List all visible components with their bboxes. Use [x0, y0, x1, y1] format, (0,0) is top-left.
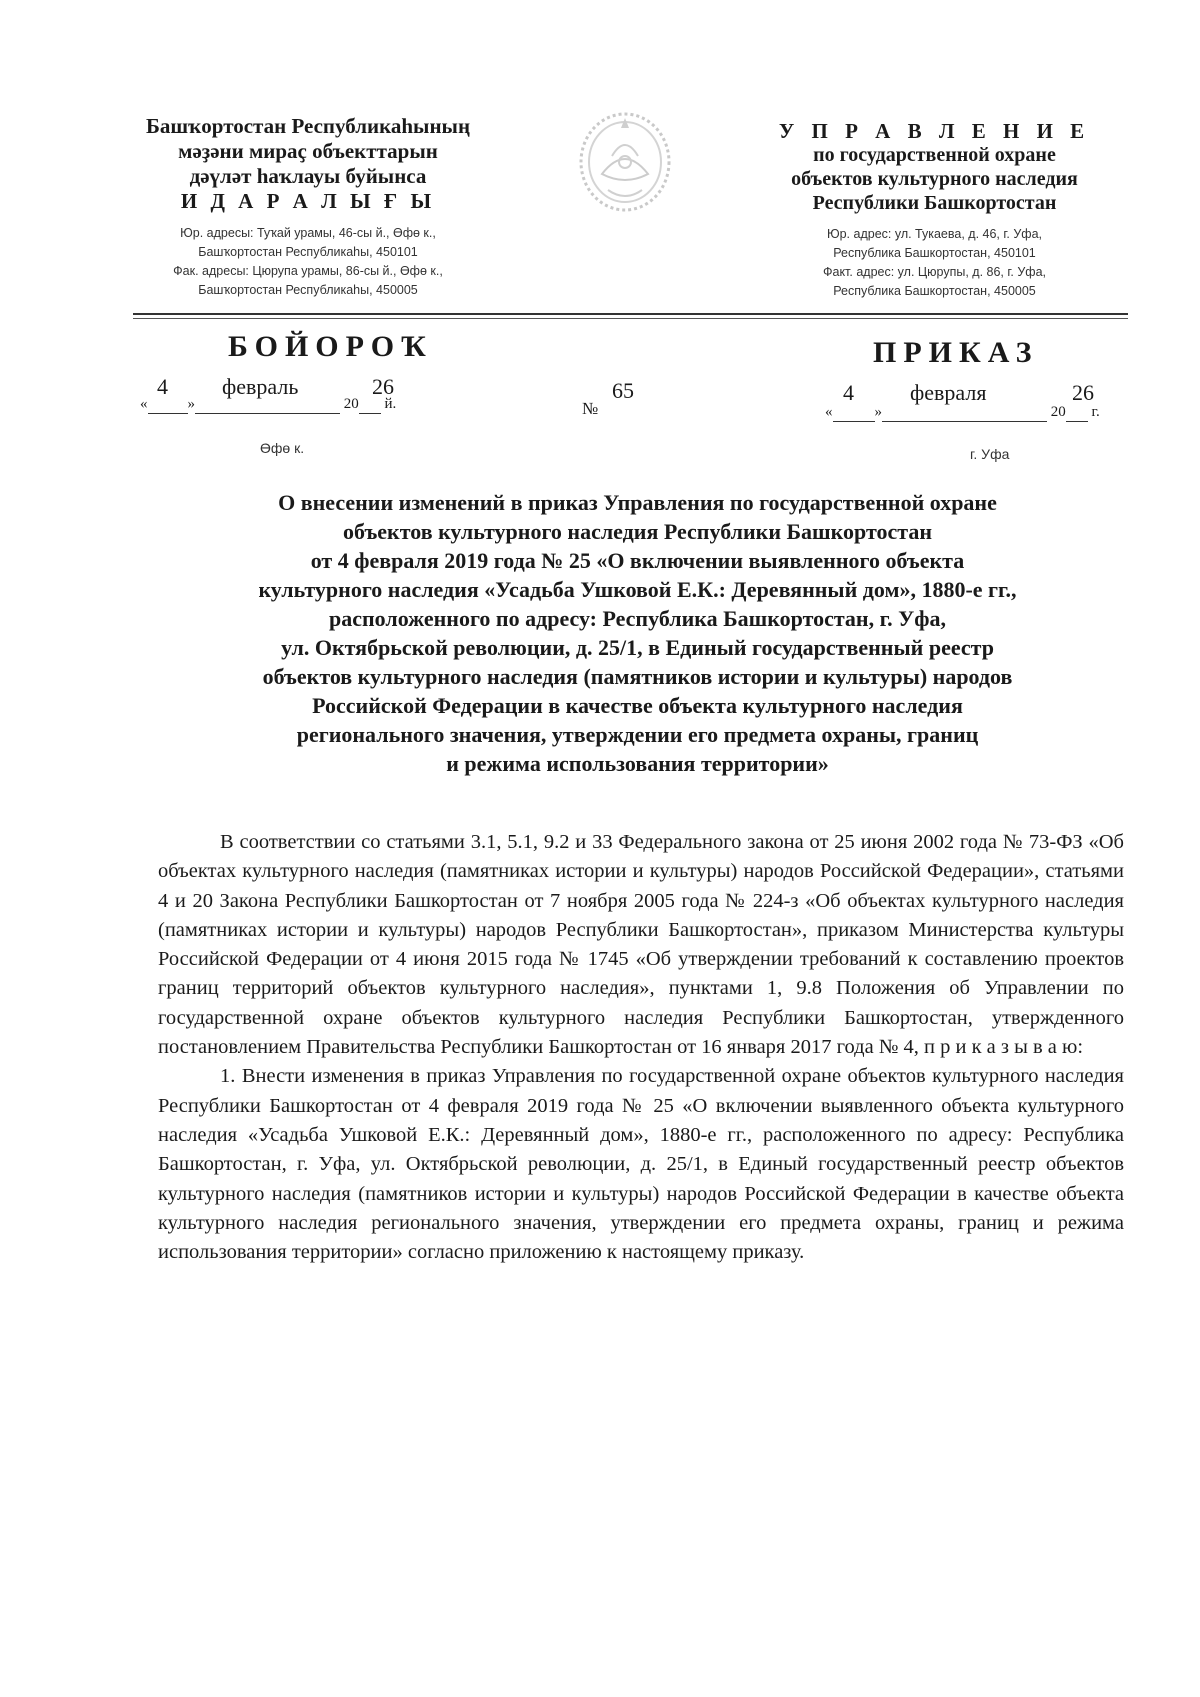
header-left-line: Башҡортостан Республикаһының [145, 114, 471, 138]
address-line: Республика Башкортостан, 450101 [833, 246, 1036, 260]
heading-line: культурного наследия «Усадьба Ушковой Е.К.: Деревянный дом», 1880-е гг., [258, 577, 1017, 602]
doc-word-bashkir: БОЙОРОҠ [228, 330, 433, 363]
date-left-day: 4 [157, 374, 168, 399]
heading-line: О внесении изменений в приказ Управления по государственной охране [278, 490, 997, 515]
order-number-label: № [582, 399, 599, 418]
header-left-line: мәҙәни мираҫ объекттарын [178, 139, 438, 163]
header-left-address [138, 224, 478, 300]
order-heading [170, 488, 1105, 778]
preamble-paragraph: В соответствии со статьями 3.1, 5.1, 9.2 и 33 Федерального закона от 25 июня 2002 года № 73-ФЗ «Об объектах культурного наследия (памятниках истории и культуры) народов Российской Федерации», статьями 4 и 20 Закона Республики Башкортостан от 7 ноября 2005 года № 224-з «Об объектах культурного наследия (памятниках истории и культуры) народов Республики Башкортостан», приказом Министерства культуры Российской Федерации от 4 июня 2015 года № 1745 «Об утверждении требований к составлению проектов границ территорий объектов культурного наследия», пунктами 1, 9.8 Положения об Управлении по государственной охране объектов культурного наследия Республики Башкортостан, утвержденного постановлением Правительства Республики Башкортостан от 16 января 2017 года № 4, п р и к а з ы в а ю: [158, 831, 1124, 1059]
date-right-year: 26 [1072, 380, 1094, 405]
address-line: Республика Башкортостан, 450005 [833, 284, 1036, 298]
city-left: Өфө к. [260, 440, 305, 456]
date-right-day: 4 [843, 380, 854, 405]
address-line: Башҡортостан Республикаһы, 450101 [198, 245, 418, 259]
date-right-line: « » 20 г. [825, 404, 1100, 420]
header-right-line: объектов культурного наследия [791, 168, 1078, 190]
heading-line: расположенного по адресу: Республика Башкортостан, г. Уфа, [329, 606, 946, 631]
header-divider [133, 313, 1128, 315]
heading-line: объектов культурного наследия (памятников истории и культуры) народов [262, 664, 1013, 689]
heading-line: и режима использования территории» [446, 751, 829, 776]
header-left-line: И Д А Р А Л Ы Ғ Ы [180, 189, 436, 213]
doc-word-russian: ПРИКАЗ [873, 336, 1039, 369]
address-line: Фак. адресы: Цюрупа урамы, 86-сы й., Өфө к., [173, 264, 443, 278]
heading-line: ул. Октябрьской революции, д. 25/1, в Единый государственный реестр [281, 635, 994, 660]
address-line: Башҡортостан Республикаһы, 450005 [198, 283, 418, 297]
date-left-line: « » 20 й. [140, 396, 397, 412]
order-body [158, 828, 1124, 1267]
header-left [138, 114, 478, 300]
heading-line: объектов культурного наследия Республики Башкортостан [343, 519, 932, 544]
header-right-line: У П Р А В Л Е Н И Е [778, 119, 1091, 143]
header-right-line: Республики Башкортостан [812, 192, 1057, 214]
date-right-suffix: г. [1091, 404, 1100, 420]
address-line: Юр. адресы: Туҡай урамы, 46-сы й., Өфө к., [180, 226, 436, 240]
date-left-month: февраль [222, 374, 299, 399]
header-right-address [762, 225, 1107, 301]
city-right: г. Уфа [970, 446, 1010, 462]
address-line: Юр. адрес: ул. Тукаева, д. 46, г. Уфа, [826, 227, 1043, 241]
header-left-line: дәүләт һаҡлауы буйынса [189, 164, 427, 188]
header-right [762, 119, 1107, 301]
address-line: Факт. адрес: ул. Цюрупы, д. 86, г. Уфа, [822, 265, 1046, 279]
header-divider [133, 318, 1128, 319]
date-left-year: 26 [372, 374, 394, 399]
item-1-paragraph: 1. Внести изменения в приказ Управления по государственной охране объектов культурного наследия Республики Башкортостан от 4 февраля 2019 года № 25 «О включении выявленного объекта культурного наследия «Усадьба Ушковой Е.К.: Деревянный дом», 1880-е гг., расположенного по адресу: Республика Башкортостан, г. Уфа, ул. Октябрьской революции, д. 25/1, в Единый государственный реестр объектов культурного наследия (памятников истории и культуры) народов Российской Федерации в качестве объекта культурного наследия регионального значения, утверждении его предмета охраны, границ и режима использования территории» согласно приложению к настоящему приказу. [158, 1065, 1124, 1264]
heading-line: регионального значения, утверждении его предмета охраны, границ [296, 722, 979, 747]
date-left-suffix: й. [384, 396, 397, 412]
date-right-month: февраля [910, 380, 987, 405]
coat-of-arms-emblem [572, 104, 678, 216]
heading-line: Российской Федерации в качестве объекта культурного наследия [312, 693, 963, 718]
header-right-line: по государственной охране [813, 144, 1056, 166]
heading-line: от 4 февраля 2019 года № 25 «О включении выявленного объекта [310, 548, 965, 573]
order-number-value: 65 [612, 378, 634, 403]
